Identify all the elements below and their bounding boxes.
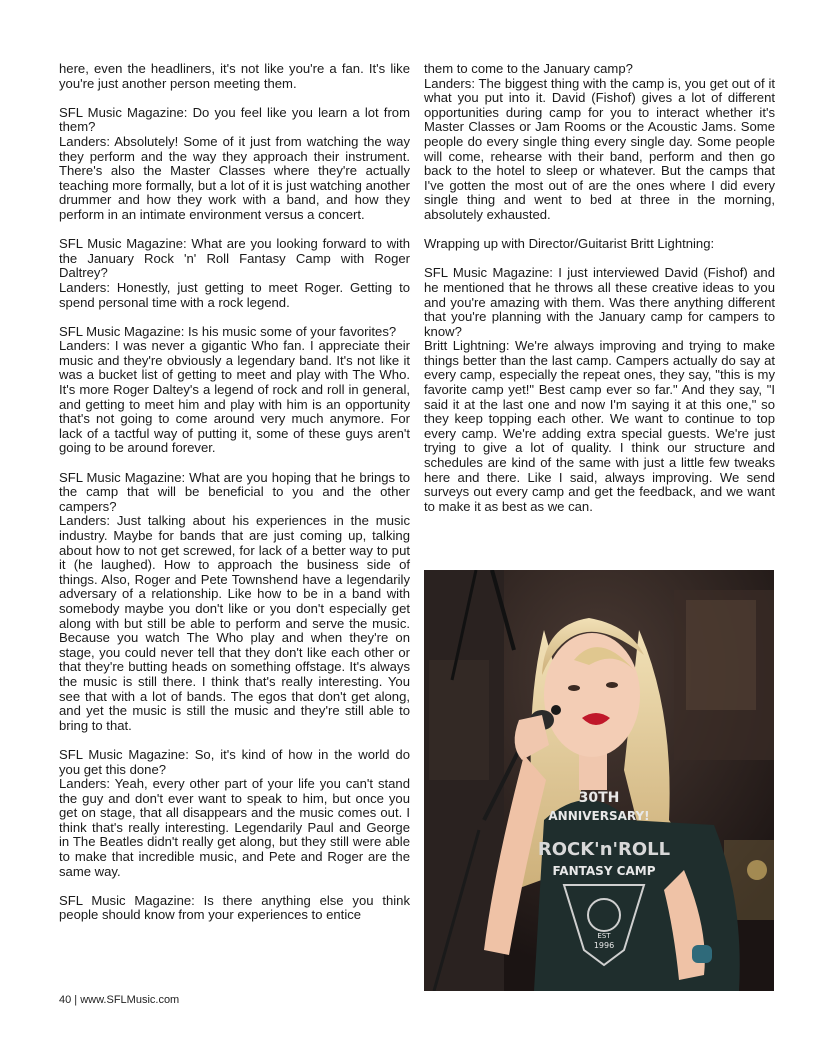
paragraph bbox=[59, 325, 410, 456]
question-text: SFL Music Magazine: So, it's kind of how in the world do you get this done? bbox=[59, 746, 410, 777]
paragraph bbox=[59, 106, 410, 223]
paragraph bbox=[59, 894, 410, 923]
answer-text: Britt Lightning: We're always improving and trying to make things better than the last camp. Campers actually do say at every camp, especially the repeat ones, they say, "this is my favorite camp yet!" Best camp ever so far." And they say, "I said it at the last one and now I'm saying it at this one," so they keep topping each other. We want to continue to top every camp. We're adding extra special guests. We're just trying to give a lot of quality. I think our structure and schedules are kind of the same with just a little few tweaks here and there. Like I said, always improving. We send surveys out every camp and get the feedback, and we want to make it as best as we can. bbox=[424, 338, 775, 514]
performer-illustration bbox=[424, 570, 774, 991]
shirt-logo-text: ROCK'n'ROLL bbox=[537, 839, 671, 860]
answer-text: Landers: Yeah, every other part of your life you can't stand the guy and don't ever want to speak to him, but once you get on stage, that all disappears and the music comes out. I think that's really interesting. Legendarily Paul and George in The Beatles didn't really get along, but they still were able to make that incredible music, and Pete and Roger are the same way. bbox=[59, 776, 410, 879]
question-text: SFL Music Magazine: I just interviewed David (Fishof) and he mentioned that he throws all these creative ideas to you and you're amazing with them. Was there anything different that you're planning with the January camp for campers to know? bbox=[424, 265, 775, 339]
shirt-text: 1996 bbox=[593, 941, 615, 950]
answer-text: Landers: Honestly, just getting to meet Roger. Getting to spend personal time with a rock legend. bbox=[59, 279, 410, 310]
question-text: SFL Music Magazine: Is his music some of your favorites? bbox=[59, 323, 397, 339]
shirt-text: 30TH bbox=[578, 790, 620, 806]
paragraph bbox=[59, 237, 410, 310]
answer-text: Landers: Just talking about his experiences in the music industry. Maybe for bands that are just coming up, talking about how to not get screwed, for lack of a better way to put it (he laughed). How to approach the business side of things. Also, Roger and Pete Townshend have a legendarily adversary of a relationship. Like how to be in a band with somebody maybe you don't like or you don't especially get along with but still be able to perform and serve the music. Because you watch The Who play and when they're on stage, you could never tell that they don't like each other or that they're butting heads on something offstage. It's always the music is still there. I think that's really interesting. You see that with a lot of bands. The egos that don't get along, and yet the music is still the music and they're still able to bring to that. bbox=[59, 513, 410, 733]
shirt-text: EST bbox=[597, 932, 611, 940]
article-left-column bbox=[59, 62, 410, 938]
question-text: SFL Music Magazine: What are you hoping that he brings to the camp that will be beneficial to you and the other campers? bbox=[59, 469, 410, 514]
page-footer: 40 | www.SFLMusic.com bbox=[59, 994, 180, 1006]
answer-text: Landers: I was never a gigantic Who fan. I appreciate their music and they're obviously a legendary band. It's not like it was a bucket list of getting to meet and play with The Who. It's more Roger Daltey's a legend of rock and roll in general, and getting to meet him and play with him is an opportunity that's not going to come around very much anymore. For lack of a tactful way of putting it, some of these guys aren't going to be around forever. bbox=[59, 338, 410, 456]
paragraph bbox=[424, 266, 775, 514]
paragraph bbox=[59, 62, 410, 91]
paragraph bbox=[59, 748, 410, 879]
shirt-text: FANTASY CAMP bbox=[552, 864, 656, 878]
paragraph bbox=[424, 62, 775, 223]
question-text: SFL Music Magazine: Do you feel like you learn a lot from them? bbox=[59, 104, 410, 135]
text-line: Wrapping up with Director/Guitarist Britt Lightning: bbox=[424, 236, 715, 252]
performer-photo bbox=[424, 570, 774, 991]
answer-text: Landers: The biggest thing with the camp is, you get out of it what you put into it. David (Fishof) gives a lot of different opportunities during camp for you to interact whether it's Master Classes or Jam Rooms or the Acoustic Jams. Some people do every single thing every single day. Some people will come, rehearse with their band, perform and then go back to the hotel to sleep or whatever. But the camps that I've gotten the most out of are the ones where I did every single thing and went to bed at three in the morning, absolutely exhausted. bbox=[424, 75, 775, 222]
paragraph bbox=[59, 471, 410, 734]
article-right-column bbox=[424, 62, 775, 529]
shirt-text: ANNIVERSARY! bbox=[548, 809, 650, 823]
question-text: SFL Music Magazine: Is there anything else you think people should know from your experiences to entice bbox=[59, 892, 410, 923]
section-intro bbox=[424, 237, 775, 252]
text-line: here, even the headliners, it's not like you're a fan. It's like you're just another person meeting them. bbox=[59, 61, 410, 91]
text-line: them to come to the January camp? bbox=[424, 61, 633, 76]
question-text: SFL Music Magazine: What are you looking forward to with the January Rock 'n' Roll Fantasy Camp with Roger Daltrey? bbox=[59, 236, 410, 281]
answer-text: Landers: Absolutely! Some of it just from watching the way they perform and the way they approach their instrument. There's also the Master Classes where they're actually teaching more formally, but a lot of it is just watching another drummer and how they work with a band, and how they perform in an intimate environment versus a concert. bbox=[59, 133, 410, 222]
